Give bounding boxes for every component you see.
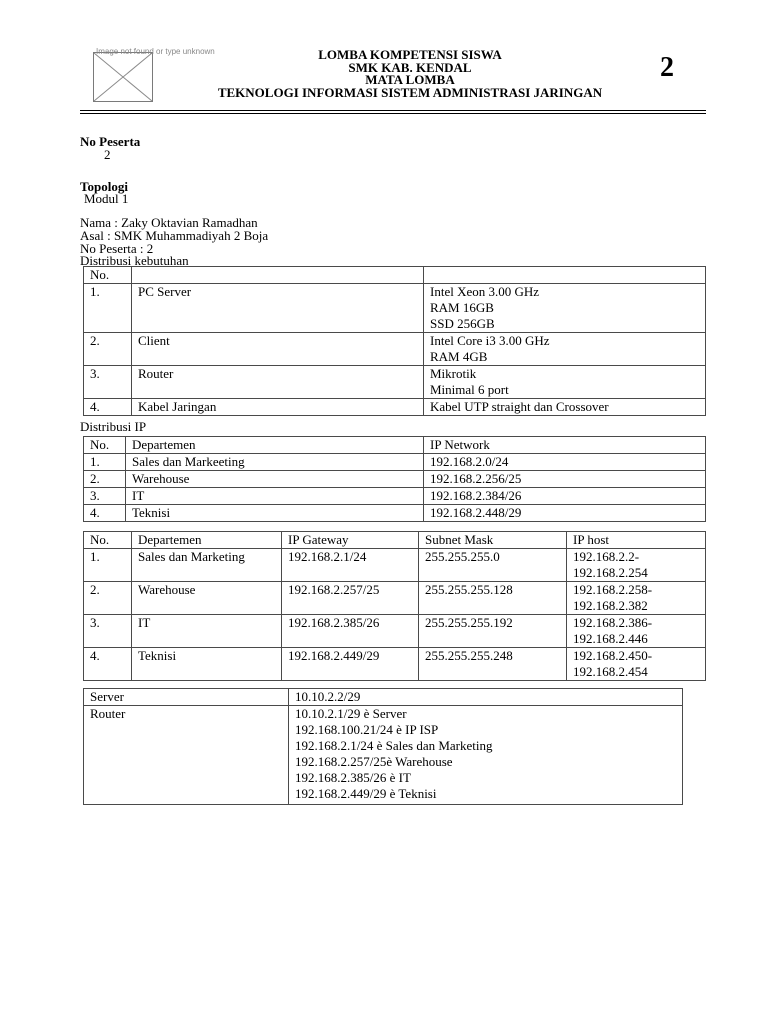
- ip-line: 192.168.2.1/24 è Sales dan Marketing: [295, 738, 493, 753]
- table-row: [84, 505, 706, 522]
- spec-line: RAM 16GB: [430, 300, 494, 315]
- nama-line: Nama : Zaky Oktavian Ramadhan: [80, 215, 258, 230]
- no-peserta-line: No Peserta : 2: [80, 241, 154, 256]
- table-row: [84, 333, 706, 366]
- document-header: [150, 49, 670, 99]
- cell-network: 192.168.2.384/26: [424, 488, 706, 505]
- header-cell: No.: [84, 532, 132, 549]
- cell-host: [567, 582, 706, 615]
- header-cell: No.: [84, 437, 126, 454]
- header-cell: Departemen: [132, 532, 282, 549]
- no-peserta-value: 2: [104, 147, 111, 162]
- modul-label: Modul 1: [84, 191, 129, 206]
- table-header-row: [84, 532, 706, 549]
- cell-dept: Warehouse: [126, 471, 424, 488]
- spec-line: RAM 4GB: [430, 349, 488, 364]
- header-line-3: MATA LOMBA: [365, 72, 455, 87]
- cell-host: [567, 549, 706, 582]
- table-row: [84, 549, 706, 582]
- header-line-1: LOMBA KOMPETENSI SISWA: [318, 47, 502, 62]
- table-row: [84, 706, 683, 805]
- cell-host: [567, 615, 706, 648]
- cell-gateway: 192.168.2.257/25: [282, 582, 419, 615]
- header-cell: IP host: [567, 532, 706, 549]
- cell-dept: IT: [132, 615, 282, 648]
- cell-spec: [424, 399, 706, 416]
- spec-line: Mikrotik: [430, 366, 477, 381]
- cell-device: Router: [84, 706, 289, 805]
- cell-gateway: 192.168.2.1/24: [282, 549, 419, 582]
- cell-no: 3.: [84, 615, 132, 648]
- cell-spec: [424, 366, 706, 399]
- cell-mask: 255.255.255.0: [419, 549, 567, 582]
- table-row: [84, 454, 706, 471]
- header-line-2: SMK KAB. KENDAL: [348, 59, 472, 75]
- cell-item: Kabel Jaringan: [132, 399, 424, 416]
- table-row: [84, 399, 706, 416]
- spec-line: Minimal 6 port: [430, 382, 509, 397]
- table-row: [84, 284, 706, 333]
- gateway-table: [83, 531, 706, 681]
- host-line: 192.168.2.450-: [573, 648, 653, 663]
- header-rule: [80, 113, 706, 114]
- header-cell: IP Network: [424, 437, 706, 454]
- cell-no: 1.: [84, 284, 132, 333]
- cell-gateway: 192.168.2.449/29: [282, 648, 419, 681]
- table-row: [84, 488, 706, 505]
- header-cell: Subnet Mask: [419, 532, 567, 549]
- header-cell: [132, 267, 424, 284]
- device-ip-table: [83, 688, 683, 805]
- cell-host: [567, 648, 706, 681]
- cell-no: 1.: [84, 549, 132, 582]
- header-cell: IP Gateway: [282, 532, 419, 549]
- host-line: 192.168.2.446: [573, 631, 648, 646]
- cell-no: 1.: [84, 454, 126, 471]
- cell-no: 4.: [84, 648, 132, 681]
- cell-spec: [424, 284, 706, 333]
- ip-line: 192.168.100.21/24 è IP ISP: [295, 722, 439, 737]
- cell-ips: [289, 706, 683, 805]
- cell-network: 192.168.2.0/24: [424, 454, 706, 471]
- broken-image-placeholder: [93, 47, 215, 102]
- spec-line: Intel Xeon 3.00 GHz: [430, 284, 540, 299]
- cell-dept: Warehouse: [132, 582, 282, 615]
- cell-no: 4.: [84, 505, 126, 522]
- kebutuhan-table: [83, 266, 706, 416]
- spec-line: SSD 256GB: [430, 316, 495, 331]
- host-line: 192.168.2.258-: [573, 582, 653, 597]
- cell-gateway: 192.168.2.385/26: [282, 615, 419, 648]
- table-row: [84, 366, 706, 399]
- cell-mask: 255.255.255.128: [419, 582, 567, 615]
- header-cell: No.: [84, 267, 132, 284]
- broken-image-icon: [94, 53, 152, 101]
- cell-no: 3.: [84, 488, 126, 505]
- ip-line: 192.168.2.257/25è Warehouse: [295, 754, 453, 769]
- spec-line: Kabel UTP straight dan Crossover: [430, 399, 609, 414]
- cell-no: 2.: [84, 582, 132, 615]
- cell-network: 192.168.2.256/25: [424, 471, 706, 488]
- cell-ips: [289, 689, 683, 706]
- cell-mask: 255.255.255.248: [419, 648, 567, 681]
- cell-dept: IT: [126, 488, 424, 505]
- cell-dept: Teknisi: [126, 505, 424, 522]
- ip-line: 10.10.2.1/29 è Server: [295, 706, 407, 721]
- host-line: 192.168.2.454: [573, 664, 648, 679]
- table-row: [84, 689, 683, 706]
- host-line: 192.168.2.2-: [573, 549, 640, 564]
- cell-item: Client: [132, 333, 424, 366]
- header-cell: [424, 267, 706, 284]
- table-header-row: [84, 437, 706, 454]
- host-line: 192.168.2.382: [573, 598, 648, 613]
- cell-no: 2.: [84, 333, 132, 366]
- table-row: [84, 648, 706, 681]
- host-line: 192.168.2.386-: [573, 615, 653, 630]
- cell-device: Server: [84, 689, 289, 706]
- no-peserta-label: No Peserta: [80, 134, 141, 149]
- asal-line: Asal : SMK Muhammadiyah 2 Boja: [80, 228, 269, 243]
- host-line: 192.168.2.254: [573, 565, 648, 580]
- cell-spec: [424, 333, 706, 366]
- header-cell: Departemen: [126, 437, 424, 454]
- ip-line: 10.10.2.2/29: [295, 689, 361, 704]
- cell-no: 2.: [84, 471, 126, 488]
- header-rule: [80, 110, 706, 111]
- table-row: [84, 582, 706, 615]
- cell-item: PC Server: [132, 284, 424, 333]
- cell-no: 3.: [84, 366, 132, 399]
- cell-no: 4.: [84, 399, 132, 416]
- cell-mask: 255.255.255.192: [419, 615, 567, 648]
- image-alt-text: Image not found or type unknown: [96, 47, 215, 56]
- ip-network-table: [83, 436, 706, 522]
- table-header-row: [84, 267, 706, 284]
- topologi-label: Topologi: [80, 179, 128, 194]
- cell-network: 192.168.2.448/29: [424, 505, 706, 522]
- table-row: [84, 471, 706, 488]
- cell-dept: Teknisi: [132, 648, 282, 681]
- cell-dept: Sales dan Marketing: [132, 549, 282, 582]
- cell-dept: Sales dan Markeeting: [126, 454, 424, 471]
- table-row: [84, 615, 706, 648]
- ip-line: 192.168.2.449/29 è Teknisi: [295, 786, 437, 801]
- cell-item: Router: [132, 366, 424, 399]
- distribusi-kebutuhan-label: Distribusi kebutuhan: [80, 253, 189, 268]
- header-line-4: TEKNOLOGI INFORMASI SISTEM ADMINISTRASI JARINGAN: [217, 84, 603, 100]
- spec-line: Intel Core i3 3.00 GHz: [430, 333, 550, 348]
- ip-line: 192.168.2.385/26 è IT: [295, 770, 411, 785]
- page-number: 2: [660, 52, 674, 83]
- distribusi-ip-label: Distribusi IP: [80, 419, 147, 434]
